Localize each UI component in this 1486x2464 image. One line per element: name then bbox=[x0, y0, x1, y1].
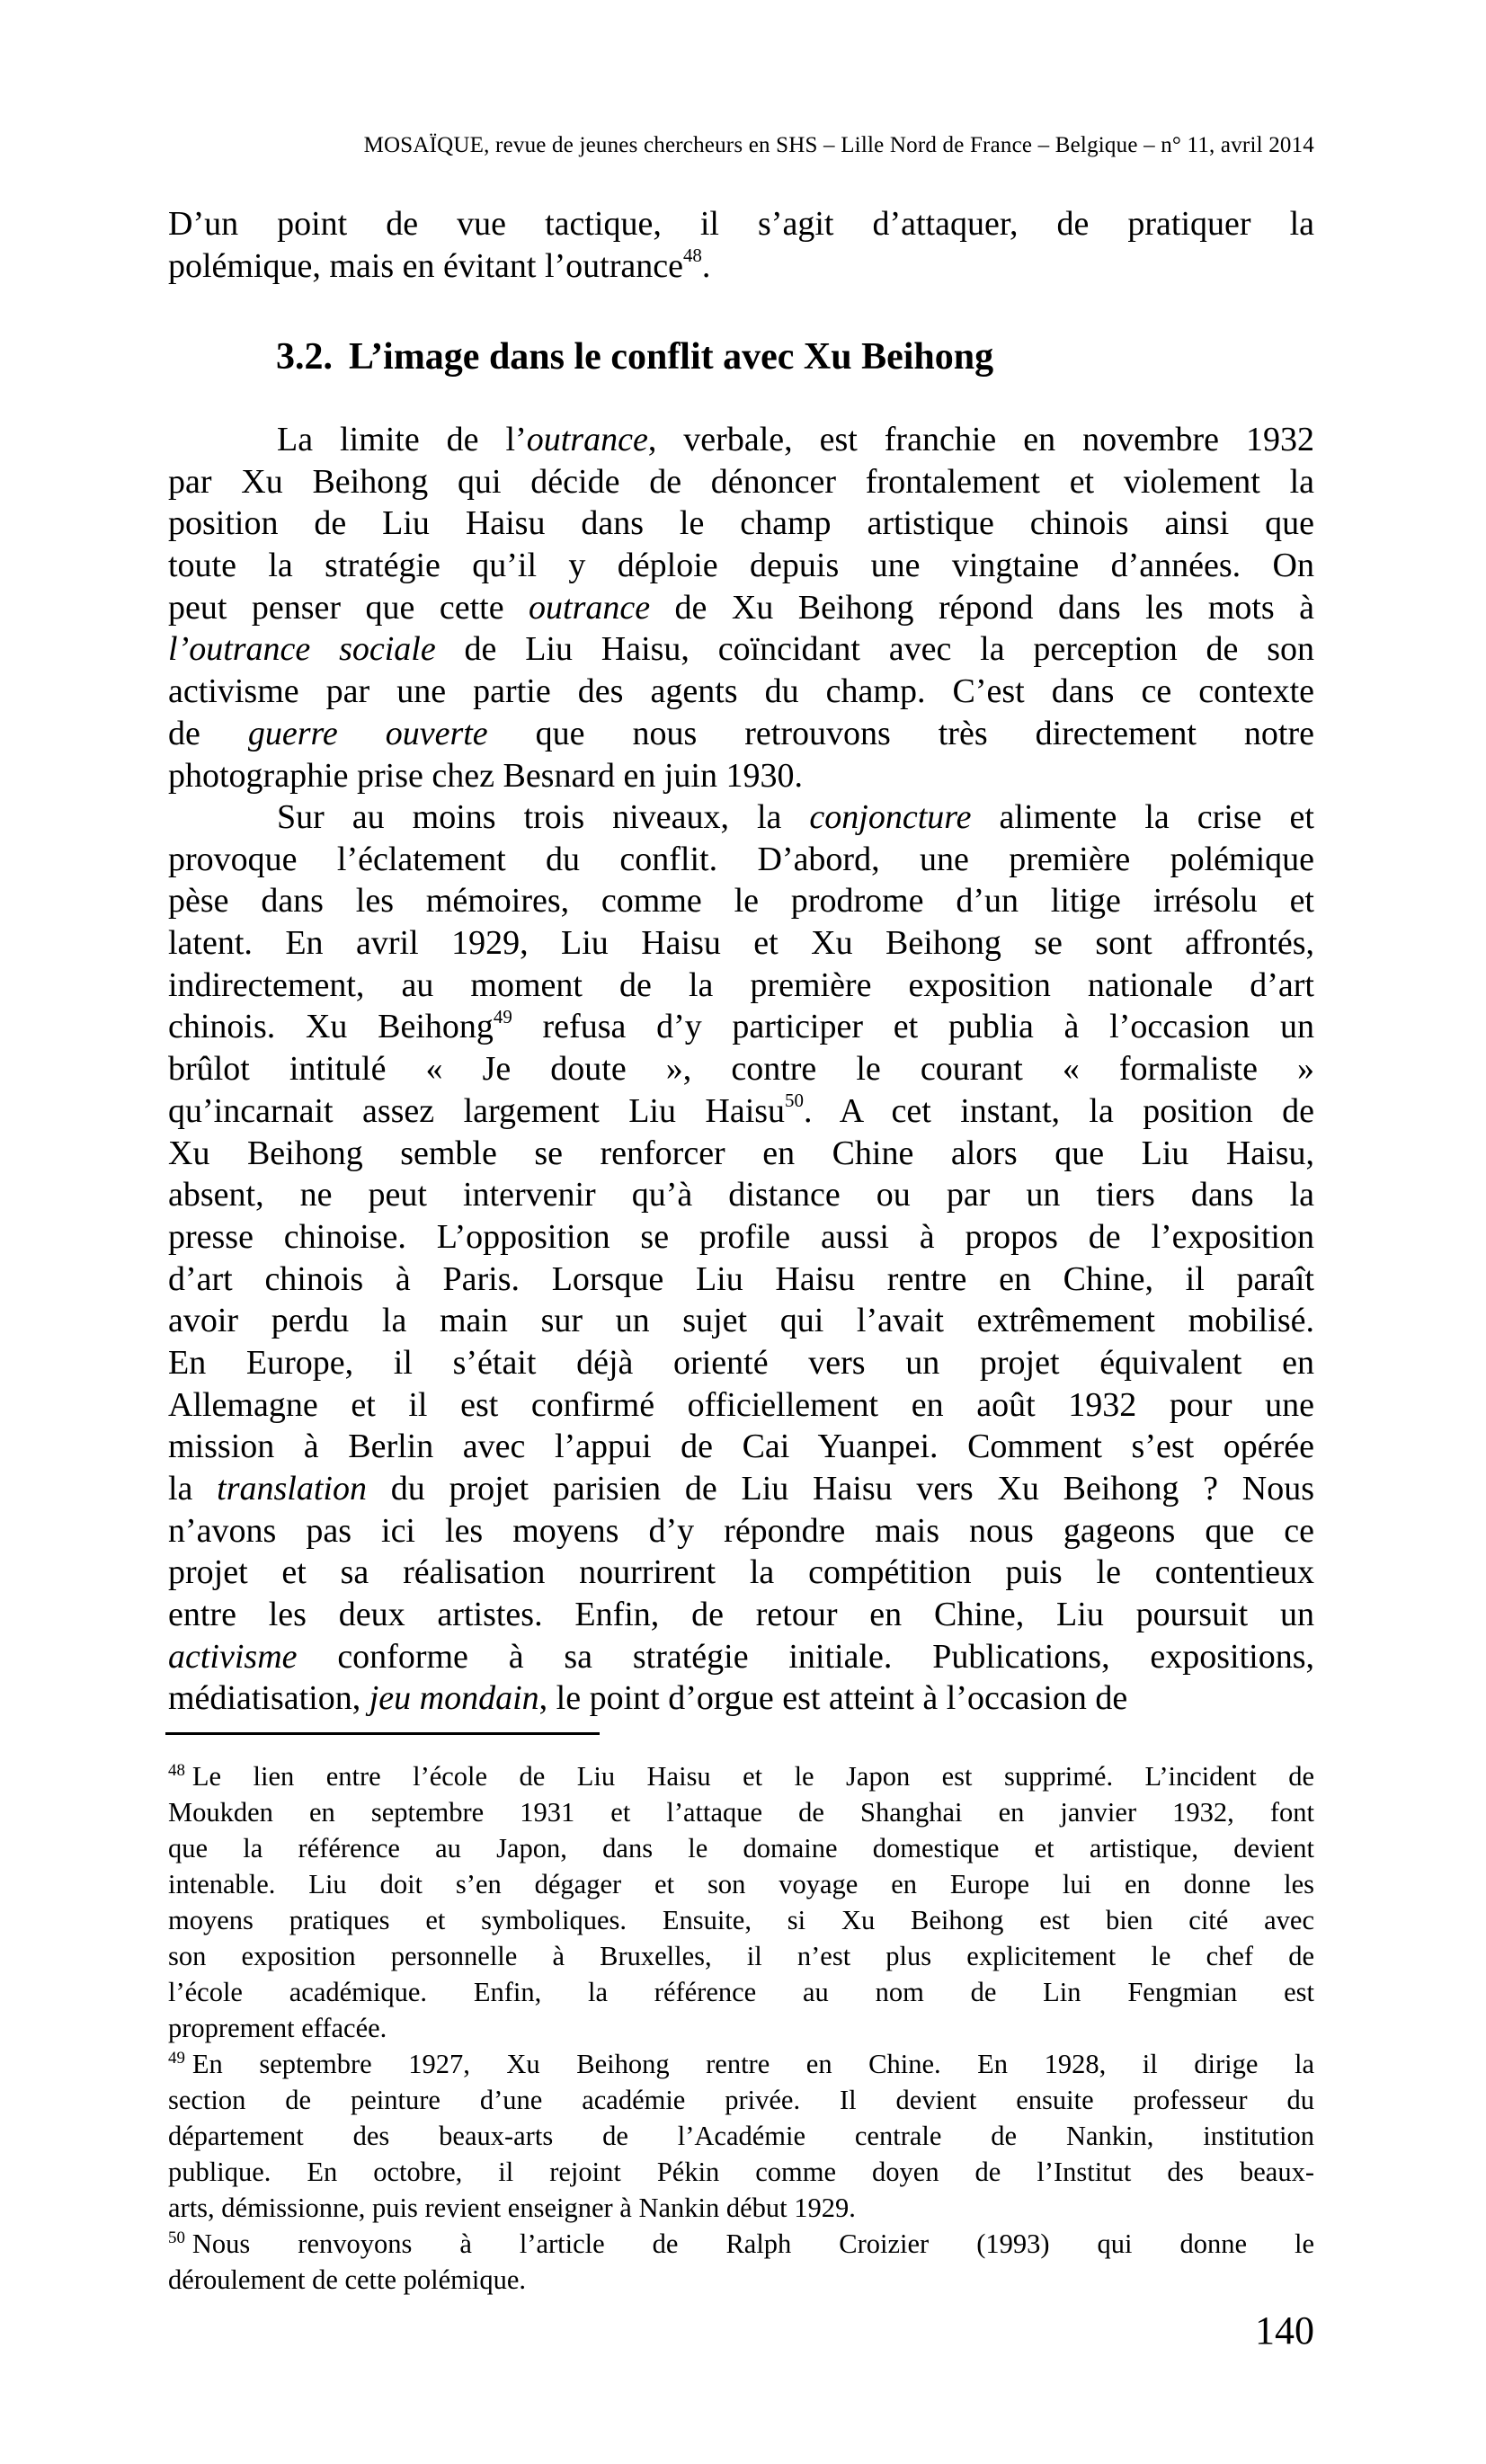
footnote-line: $^{48}$ Le lien entre l’école de Liu Haisu et le Japon est supprimé. L’incident de bbox=[168, 1760, 1314, 1792]
footnotes bbox=[168, 1758, 1314, 2298]
footnote-line: section de peinture d’une académie privée. Il devient ensuite professeur du bbox=[168, 2085, 1314, 2115]
text-line: peut penser que cette outrance de Xu Beihong répond dans les mots à bbox=[168, 588, 1314, 627]
section-heading bbox=[276, 334, 993, 380]
text-line: latent. En avril 1929, Liu Haisu et Xu Beihong se sont affrontés, bbox=[168, 924, 1314, 963]
text-line: Allemagne et il est confirmé officiellement en août 1932 pour une bbox=[168, 1385, 1314, 1424]
italic-term: conjoncture bbox=[809, 798, 972, 836]
italic-term: l’outrance sociale bbox=[168, 630, 436, 669]
running-header: MOSAÏQUE, revue de jeunes chercheurs en SHS – Lille Nord de France – Belgique – n° 11, avril 2014 bbox=[363, 133, 1314, 157]
footnote-50 bbox=[168, 2226, 1314, 2298]
footnote-line: département des beaux-arts de l’Académie centrale de Nankin, institution bbox=[168, 2121, 1314, 2151]
text-line: médiatisation, jeu mondain, le point d’orgue est atteint à l’occasion de bbox=[168, 1679, 1128, 1718]
footnote-line: $^{50}$ Nous renvoyons à l’article de Ralph Croizier (1993) qui donne le bbox=[168, 2228, 1314, 2259]
footnote-line: $^{49}$ En septembre 1927, Xu Beihong rentre en Chine. En 1928, il dirige la bbox=[168, 2048, 1314, 2079]
text-line: avoir perdu la main sur un sujet qui l’avait extrêmement mobilisé. bbox=[168, 1302, 1314, 1340]
text-line: de guerre ouverte que nous retrouvons très directement notre bbox=[168, 714, 1314, 752]
text-line: photographie prise chez Besnard en juin 1930. bbox=[168, 756, 803, 795]
footnote-line: son exposition personnelle à Bruxelles, il n’est plus explicitement le chef de bbox=[168, 1941, 1314, 1971]
italic-term: translation bbox=[217, 1470, 367, 1508]
text-line: presse chinoise. L’opposition se profile aussi à propos de l’exposition bbox=[168, 1217, 1314, 1256]
footnote-reference[interactable]: 49 bbox=[493, 1005, 512, 1027]
footnote-number: 48 bbox=[168, 1760, 185, 1780]
italic-term: activisme bbox=[168, 1637, 298, 1676]
footnote-line: arts, démissionne, puis revient enseigner à Nankin début 1929. bbox=[168, 2193, 856, 2223]
text-line: activisme par une partie des agents du champ. C’est dans ce contexte bbox=[168, 672, 1314, 711]
footnote-line: proprement effacée. bbox=[168, 2013, 387, 2043]
italic-term: outrance bbox=[529, 588, 651, 627]
text-line: Sur au moins trois niveaux, la conjoncture alimente la crise et bbox=[277, 798, 1314, 836]
text-line: brûlot intitulé « Je doute », contre le courant « formaliste » bbox=[168, 1050, 1314, 1089]
body-paragraph-2 bbox=[168, 796, 1314, 1720]
italic-term: outrance bbox=[526, 421, 648, 458]
text-line: toute la stratégie qu’il y déploie depuis une vingtaine d’années. On bbox=[168, 547, 1314, 585]
text-line: D’un point de vue tactique, il s’agit d’attaquer, de pratiquer la bbox=[168, 205, 1314, 243]
page-number: 140 bbox=[1255, 2308, 1314, 2353]
footnote-number: 49 bbox=[168, 2048, 185, 2068]
text-line: position de Liu Haisu dans le champ artistique chinois ainsi que bbox=[168, 504, 1314, 543]
text-line: Xu Beihong semble se renforcer en Chine alors que Liu Haisu, bbox=[168, 1134, 1314, 1172]
footnote-line: déroulement de cette polémique. bbox=[168, 2264, 527, 2295]
text-line: la translation du projet parisien de Liu Haisu vers Xu Beihong ? Nous bbox=[168, 1470, 1314, 1508]
footnote-line: que la référence au Japon, dans le domaine domestique et artistique, devient bbox=[168, 1833, 1314, 1864]
italic-term: guerre ouverte bbox=[247, 714, 488, 752]
footnote-line: l’école académique. Enfin, la référence au nom de Lin Fengmian est bbox=[168, 1977, 1314, 2007]
text-line: polémique, mais en évitant l’outrance$^{48}$. bbox=[168, 244, 711, 285]
text-line: absent, ne peut intervenir qu’à distance ou par un tiers dans la bbox=[168, 1176, 1314, 1214]
text-line: La limite de l’outrance, verbale, est franchie en novembre 1932 bbox=[277, 421, 1314, 458]
section-number: 3.2. bbox=[276, 336, 333, 378]
footnote-line: intenable. Liu doit s’en dégager et son voyage en Europe lui en donne les bbox=[168, 1869, 1314, 1899]
text-line: qu’incarnait assez largement Liu Haisu$^{50}$. A cet instant, la position de bbox=[168, 1090, 1314, 1130]
footnote-line: moyens pratiques et symboliques. Ensuite, si Xu Beihong est bien cité avec bbox=[168, 1905, 1314, 1935]
footnote-line: Moukden en septembre 1931 et l’attaque de Shanghai en janvier 1932, font bbox=[168, 1797, 1314, 1828]
italic-term: jeu mondain bbox=[369, 1679, 539, 1718]
footnote-line: publique. En octobre, il rejoint Pékin comme doyen de l’Institut des beaux- bbox=[168, 2157, 1314, 2187]
footnote-number: 50 bbox=[168, 2228, 185, 2247]
footnote-49 bbox=[168, 2046, 1314, 2226]
text-line: En Europe, il s’était déjà orienté vers un projet équivalent en bbox=[168, 1343, 1314, 1382]
footnote-reference[interactable]: 48 bbox=[682, 244, 702, 266]
text-line: indirectement, au moment de la première exposition nationale d’art bbox=[168, 965, 1314, 1004]
text-line: par Xu Beihong qui décide de dénoncer frontalement et violement la bbox=[168, 462, 1314, 501]
text-line: entre les deux artistes. Enfin, de retour en Chine, Liu poursuit un bbox=[168, 1596, 1314, 1634]
text-line: mission à Berlin avec l’appui de Cai Yuanpei. Comment s’est opérée bbox=[168, 1428, 1314, 1466]
text-line: provoque l’éclatement du conflit. D’abord, une première polémique bbox=[168, 840, 1314, 878]
footnote-separator-rule bbox=[165, 1732, 600, 1735]
body-paragraph-1 bbox=[168, 419, 1314, 796]
text-line: pèse dans les mémoires, comme le prodrome d’un litige irrésolu et bbox=[168, 882, 1314, 921]
text-line: chinois. Xu Beihong$^{49}$ refusa d’y participer et publia à l’occasion un bbox=[168, 1005, 1315, 1046]
text-line: projet et sa réalisation nourrirent la compétition puis le contentieux bbox=[168, 1553, 1314, 1592]
text-line: activisme conforme à sa stratégie initiale. Publications, expositions, bbox=[168, 1637, 1314, 1676]
text-line: n’avons pas ici les moyens d’y répondre mais nous gageons que ce bbox=[168, 1511, 1314, 1550]
intro-paragraph bbox=[168, 203, 1314, 287]
footnote-reference[interactable]: 50 bbox=[785, 1090, 804, 1112]
text-line: l’outrance sociale de Liu Haisu, coïncidant avec la perception de son bbox=[168, 630, 1314, 669]
section-title: L’image dans le conflit avec Xu Beihong bbox=[349, 336, 994, 378]
text-line: d’art chinois à Paris. Lorsque Liu Haisu rentre en Chine, il paraît bbox=[168, 1259, 1314, 1298]
footnote-48 bbox=[168, 1758, 1314, 2046]
